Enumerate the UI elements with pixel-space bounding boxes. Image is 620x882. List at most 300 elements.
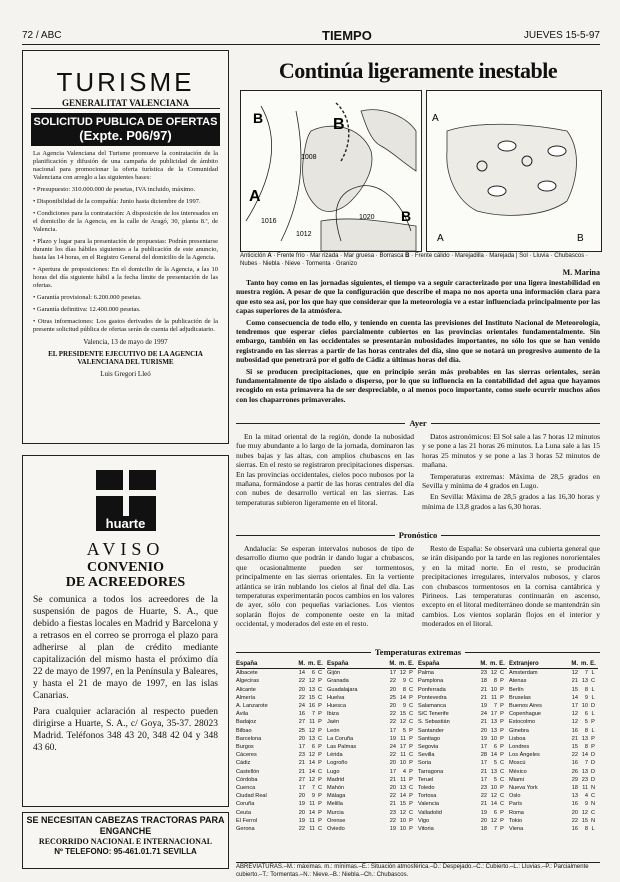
temperature-value: 5 xyxy=(584,719,588,726)
column-header-cell: Extranjero xyxy=(509,661,539,667)
table-row xyxy=(418,743,507,751)
city-name: La Coruña xyxy=(327,735,354,742)
legend-item: Tormenta xyxy=(305,261,331,267)
table-row xyxy=(418,735,507,743)
city-name: Pontevedra xyxy=(418,694,447,701)
weather-state: P xyxy=(500,711,504,718)
weather-state: C xyxy=(317,768,323,775)
truck-ad-route: RECORRIDO NACIONAL E INTERNACIONAL xyxy=(38,837,213,846)
temperature-value: 4 xyxy=(402,768,406,775)
ayer-summary xyxy=(236,432,414,526)
temperature-value: 24 xyxy=(480,711,487,718)
temperature-value: 12 xyxy=(571,670,578,677)
astronomy-data: Datos astronómicos: El Sol sale a las 7 horas 12 minutos y se pone a las 21 horas 26 minutos. La Luna sale a las 15 horas 25 minutos y se pone a las 3 horas 52 minutos de mañana. xyxy=(422,432,600,470)
issue-date: JUEVES 15-5-97 xyxy=(523,30,600,41)
weather-state: L xyxy=(591,826,595,833)
byline: M. Marina xyxy=(562,268,600,277)
temperature-value: 12 xyxy=(571,711,578,718)
city-name: Madrid xyxy=(327,776,345,783)
table-row xyxy=(236,694,325,702)
temperature-value: 21 xyxy=(480,686,487,693)
column-header-cell: M. xyxy=(389,661,396,667)
pronostico-heading xyxy=(236,530,600,540)
table-row xyxy=(418,817,507,825)
temperature-value: 22 xyxy=(389,711,396,718)
temperature-value: 5 xyxy=(402,727,406,734)
temperature-value: 24 xyxy=(298,703,305,710)
temperature-value: 15 xyxy=(399,801,406,808)
city-name: Tortosa xyxy=(418,793,437,800)
weather-state: P xyxy=(591,719,595,726)
weather-state: C xyxy=(499,760,505,767)
table-row xyxy=(509,784,598,792)
temperature-value: 14 xyxy=(399,694,406,701)
temperature-value: 23 xyxy=(480,785,487,792)
temperature-value: 15 xyxy=(581,817,588,824)
weather-state: P xyxy=(591,744,595,751)
city-name: París xyxy=(509,801,523,808)
city-name: Valladolid xyxy=(418,809,442,816)
city-name: Mahón xyxy=(327,785,345,792)
legend-item: Marejada xyxy=(489,253,515,259)
aviso-heading: AVISO xyxy=(86,539,165,559)
weather-state: P xyxy=(409,776,413,783)
abbreviations: ABREVIATURAS.–M.: máximas. m.: mínimas.–E.: Situación atmosférica.–D.: Despejado.–C.: Cubierto.–L.: Lluvias.–P.: Parcialmente cubierto.–T.: Tormentas.–N.: Nieve.–B.: Niebla.–Ch.: Chubascos. xyxy=(236,862,600,879)
weather-state: D xyxy=(590,752,596,759)
temperature-value: 6 xyxy=(493,744,497,751)
temperature-value: 20 xyxy=(298,686,305,693)
temperature-value: 10 xyxy=(490,686,497,693)
temperature-value: 25 xyxy=(389,694,396,701)
temperature-value: 21 xyxy=(389,776,396,783)
temperature-value: 8 xyxy=(584,686,588,693)
temperature-value: 20 xyxy=(571,809,578,816)
table-row xyxy=(509,800,598,808)
huarte-contact: Para cualquier aclaración al respecto pueden dirigirse a Huarte, S. A., c/ Goya, 35-37. 28023 Madrid. Teléfonos 348 43 20, 348 42 04 y 348 43 60. xyxy=(33,707,218,753)
weather-state: P xyxy=(500,735,504,742)
temperature-value: 9 xyxy=(311,793,315,800)
temperature-column xyxy=(327,660,416,833)
temperature-value: 22 xyxy=(571,752,578,759)
temperature-value: 9 xyxy=(402,703,406,710)
cloud-icon xyxy=(498,141,516,151)
column-header-cell: M. xyxy=(480,661,487,667)
temperature-value: 13 xyxy=(581,735,588,742)
city-name: Córdoba xyxy=(236,776,258,783)
city-name: Ávila xyxy=(236,711,249,718)
table-row xyxy=(236,751,325,759)
temperature-value: 16 xyxy=(298,711,305,718)
city-name: Burgos xyxy=(236,744,254,751)
temperature-value: 21 xyxy=(480,694,487,701)
cloud-icon xyxy=(488,186,506,196)
city-name: Ibiza xyxy=(327,711,339,718)
city-name: Miami xyxy=(509,776,524,783)
temperature-value: 20 xyxy=(298,793,305,800)
ayer-heading xyxy=(236,418,600,428)
isobar-label: 1020 xyxy=(359,214,375,221)
turisme-advert xyxy=(22,50,229,444)
weather-state: P xyxy=(409,817,413,824)
temperature-value: 21 xyxy=(571,678,578,685)
city-name: Algeciras xyxy=(236,678,260,685)
temperature-value: 13 xyxy=(581,678,588,685)
temperature-value: 13 xyxy=(581,768,588,775)
weather-state: N xyxy=(590,817,596,824)
isobar-label: 1008 xyxy=(301,154,317,161)
city-name: Vigo xyxy=(418,817,430,824)
table-row xyxy=(509,751,598,759)
temperature-value: 15 xyxy=(571,744,578,751)
tender-ref: (Expte. P06/97) xyxy=(79,128,172,143)
temperatures-heading xyxy=(236,647,600,657)
table-row xyxy=(236,702,325,710)
temperature-value: 22 xyxy=(480,793,487,800)
temperature-value: 12 xyxy=(308,752,315,759)
city-name: Almería xyxy=(236,694,256,701)
temperature-value: 12 xyxy=(399,809,406,816)
huarte-notice: Se comunica a todos los acreedores de la suspensión de pagos de Huarte, S. A., que debido a fiestas locales en Madrid y Barcelona y a retrasos en el correo se prorroga el plazo para adherirse al plan de crédito mediante capitalización del mismo hasta el próximo día 22 de mayo de 1997, en la Península y Baleares, y hasta el 21 de mayo de 1997, en las islas Canarias. xyxy=(33,595,218,701)
temperature-value: 21 xyxy=(480,768,487,775)
spain-forecast xyxy=(422,544,600,644)
weather-state: P xyxy=(409,760,413,767)
weather-state: L xyxy=(591,686,595,693)
weather-state: P xyxy=(318,760,322,767)
table-row xyxy=(327,768,416,776)
temperature-value: 11 xyxy=(491,694,497,701)
temperature-value: 27 xyxy=(298,776,305,783)
weather-state: C xyxy=(590,793,596,800)
temperature-value: 12 xyxy=(308,776,315,783)
article-paragraph: Tanto hoy como en las jornadas siguientes, el tiempo va a seguir caracterizado por una ligera inestabilidad en nuestra región. A pesar de que la configuración que describe el mapa no nos aporta una información clara para que esto sea así, por los que hay que considerar que la meteorología ve a estar influenciada principalmente por las capas superiores de la atmósfera. xyxy=(236,278,600,316)
city-name: Santiago xyxy=(418,735,441,742)
temperature-value: 7 xyxy=(584,670,588,677)
weather-state: P xyxy=(409,694,413,701)
table-row xyxy=(509,677,598,685)
table-row xyxy=(236,825,325,833)
table-row xyxy=(509,735,598,743)
temperature-value: 8 xyxy=(584,826,588,833)
table-row xyxy=(509,686,598,694)
weather-state: C xyxy=(499,801,505,808)
weather-state: C xyxy=(408,711,414,718)
legend-item: Frente frío xyxy=(277,253,305,259)
weather-state: L xyxy=(591,727,595,734)
temperature-value: 17 xyxy=(389,727,396,734)
weather-headline: Continúa ligeramente inestable xyxy=(278,58,558,83)
table-row xyxy=(509,759,598,767)
table-row xyxy=(236,759,325,767)
temperature-column xyxy=(418,660,507,833)
temperature-column xyxy=(236,660,325,833)
temperature-value: 14 xyxy=(308,809,315,816)
table-row xyxy=(236,669,325,677)
temperature-value: 11 xyxy=(309,719,315,726)
temperature-value: 12 xyxy=(581,809,588,816)
isobar-map-svg xyxy=(241,91,421,251)
weather-state: P xyxy=(500,694,504,701)
column-header-cell: España xyxy=(236,661,258,667)
city-name: Ceuta xyxy=(236,809,251,816)
table-row xyxy=(418,751,507,759)
temperature-value: 21 xyxy=(480,719,487,726)
city-name: Amsterdam xyxy=(509,670,538,677)
temperature-value: 21 xyxy=(571,735,578,742)
legend-item: B xyxy=(405,253,410,259)
table-row xyxy=(236,710,325,718)
legend-item: Borrasca xyxy=(379,253,404,259)
temperature-value: 19 xyxy=(480,809,487,816)
temperature-value: 18 xyxy=(480,678,487,685)
temperature-value: 23 xyxy=(480,670,487,677)
temperature-value: 11 xyxy=(582,785,588,792)
table-row xyxy=(509,702,598,710)
column-header-cell: España xyxy=(418,661,440,667)
weather-state: C xyxy=(317,735,323,742)
temperature-value: 11 xyxy=(309,801,315,808)
city-name: Buenos Aires xyxy=(509,703,542,710)
tender-item: • Otras informaciones: Los gastos derivados de la publicación de la presente solicitud pública de ofertas serán de cuenta del adjudicatario. xyxy=(33,318,218,333)
temperature-value: 23 xyxy=(389,809,396,816)
table-row xyxy=(327,809,416,817)
weather-state: P xyxy=(318,727,322,734)
tender-place-date: Valencia, 13 de mayo de 1997 xyxy=(83,338,168,346)
temperature-value: 22 xyxy=(389,752,396,759)
temperature-value: 17 xyxy=(480,776,487,783)
weather-article xyxy=(236,278,600,406)
city-name: Salamanca xyxy=(418,703,446,710)
city-name: Lugo xyxy=(327,768,340,775)
temperature-value: 21 xyxy=(480,801,487,808)
city-name: Guadalajara xyxy=(327,686,358,693)
city-name: Ginebra xyxy=(509,727,529,734)
temperature-value: 16 xyxy=(571,826,578,833)
city-name: Barcelona xyxy=(236,735,262,742)
tender-item: • Apertura de proposiciones: En el domicilio de la Agencia, a las 10 horas del día siguiente hábil a la fecha límite de presentación de las ofertas. xyxy=(33,266,218,289)
weather-state: D xyxy=(590,768,596,775)
temperature-value: 18 xyxy=(571,785,578,792)
temperature-value: 15 xyxy=(399,711,406,718)
city-name: León xyxy=(327,727,340,734)
temperature-value: 28 xyxy=(480,752,487,759)
forecast-text: Andalucía: Se esperan intervalos nubosos de tipo de desarrollo diurno que podrán ir dando lugar a chubascos, que ocasionalmente pueden ser tormentosos, principalmente en las sierras orientales. En la vertiente atlántica se irán nublando los cielos al final del día. Las temperaturas experimentarán pocos cambios en los valores de ayer, sólo con pequeñas variaciones. Los vientos soplarán flojos de componente oeste en la mitad occidental, y moderados del este en el resto. xyxy=(236,544,414,629)
table-row xyxy=(509,743,598,751)
weather-state: D xyxy=(590,703,596,710)
weather-state: P xyxy=(409,744,413,751)
weather-state: P xyxy=(318,801,322,808)
weather-state: D xyxy=(590,776,596,783)
tender-signer: Luis Gregori Lleó xyxy=(100,370,151,378)
temperature-value: 18 xyxy=(480,826,487,833)
table-row xyxy=(236,677,325,685)
temperature-value: 17 xyxy=(480,760,487,767)
table-row xyxy=(236,686,325,694)
map-legend: Anticiclón A · Frente frío · Mar rizada · Mar gruesa · Borrasca B · Frente cálido · Marejadilla · Marejada | Sol · Lluvia · Chubascos · Nubes · Niebla · Nieve · Tormenta · Granizo xyxy=(240,253,588,267)
weather-state: L xyxy=(591,711,595,718)
temperature-value: 20 xyxy=(480,817,487,824)
weather-state: P xyxy=(500,744,504,751)
temperature-value: 10 xyxy=(490,735,497,742)
temperature-value: 10 xyxy=(399,817,406,824)
weather-state: L xyxy=(591,694,595,701)
legend-item: Nubes xyxy=(240,261,258,267)
table-row xyxy=(509,694,598,702)
temperature-column-header xyxy=(236,660,325,669)
table-row xyxy=(236,792,325,800)
temperature-value: 8 xyxy=(584,744,588,751)
isobar-label: 1016 xyxy=(261,218,277,225)
weather-state: P xyxy=(318,752,322,759)
sevilla-temps: En Sevilla: Máxima de 28,5 grados a las 16,30 horas y mínima de 13,8 grados a las 6,30 horas. xyxy=(422,492,600,511)
tender-item: • Garantía provisional: 6.200.000 pesetas. xyxy=(33,294,142,301)
table-row xyxy=(236,768,325,776)
map-letter: B xyxy=(253,110,264,126)
temperature-value: 8 xyxy=(584,727,588,734)
city-name: Pamplona xyxy=(418,678,444,685)
temperature-value: 11 xyxy=(309,817,315,824)
weather-state: N xyxy=(590,785,596,792)
column-header-cell: M. xyxy=(298,661,305,667)
temperature-value: 7 xyxy=(311,711,315,718)
temperature-value: 20 xyxy=(389,760,396,767)
tender-item: • Plazo y lugar para la presentación de propuestas: Podrán presentarse durante los días hábiles siguientes a la publicación de este anuncio, hasta las 14 horas, en el Registro General del domicilio de la Agencia. xyxy=(33,238,218,261)
temperature-value: 12 xyxy=(490,670,497,677)
temperature-value: 23 xyxy=(581,776,588,783)
table-row xyxy=(509,710,598,718)
city-name: Sevilla xyxy=(418,752,435,759)
sea-state-mark: A xyxy=(432,113,439,124)
table-row xyxy=(509,825,598,833)
temperature-value: 14 xyxy=(490,752,497,759)
temperature-value: 6 xyxy=(493,809,497,816)
weather-state: P xyxy=(500,719,504,726)
table-row xyxy=(418,710,507,718)
city-name: Albacete xyxy=(236,670,258,677)
weather-state: P xyxy=(500,752,504,759)
table-row xyxy=(236,727,325,735)
table-row xyxy=(418,694,507,702)
table-row xyxy=(327,727,416,735)
temperature-value: 16 xyxy=(571,760,578,767)
temperature-value: 9 xyxy=(402,678,406,685)
forecast-map xyxy=(426,90,602,252)
weather-state: C xyxy=(590,678,596,685)
city-name: Gijón xyxy=(327,670,341,677)
city-name: Toledo xyxy=(418,785,435,792)
weather-state: C xyxy=(408,809,414,816)
weather-state: P xyxy=(318,809,322,816)
weather-state: C xyxy=(408,678,414,685)
weather-state: P xyxy=(409,735,413,742)
temperature-value: 20 xyxy=(298,735,305,742)
city-name: Los Ángeles xyxy=(509,752,540,759)
city-name: Coruña xyxy=(236,801,255,808)
city-name: Ciudad Real xyxy=(236,793,267,800)
temperature-column-header xyxy=(327,660,416,669)
article-paragraph: Como consecuencia de todo ello, y teniendo en cuenta las previsiones del Instituto Nacional de Meteorología, tendremos que esperar cielos parcialmente cubiertos en las provincias orientales fundamentalmente. Sin embargo, también en las occidentales se presentarán nubosidades importantes, no sólo los que se han venido registrando en las sierras a partir de las horas centrales del día, sino que se notará un progresivo aumento de la nubosidad que penetrará por el golfo de Cádiz a últimas horas del día. xyxy=(236,317,600,365)
tender-signer-title: EL PRESIDENTE EJECUTIVO DE LA AGENCIA VALENCIANA DEL TURISME xyxy=(48,350,203,366)
temperature-value: 15 xyxy=(571,686,578,693)
forecast-text: Resto de España: Se observará una cubierta general que se irán disipando por la tarde en las regiones nororientales y en la mitad norte. En el resto, se producirán precipitaciones irregulares, intervalos nubosos, y claros con chubascos tormentosos en la cornisa cantábrica y Pirineos. Las temperaturas continuarán en ascenso, excepto en el litoral mediterráneo donde se mantendrán sin cambios. Los vientos soplarán flojos en el interior y moderados en el litoral. xyxy=(422,544,600,629)
temperature-value: 21 xyxy=(298,760,305,767)
table-row xyxy=(327,784,416,792)
table-row xyxy=(418,784,507,792)
table-row xyxy=(327,800,416,808)
legend-item: Anticiclón xyxy=(240,253,266,259)
temperature-value: 13 xyxy=(490,719,497,726)
city-name: S. Sebastián xyxy=(418,719,450,726)
city-name: Las Palmas xyxy=(327,744,357,751)
legend-item: Granizo xyxy=(335,261,357,267)
table-row xyxy=(418,809,507,817)
temperature-value: 13 xyxy=(308,735,315,742)
city-name: Atenas xyxy=(509,678,527,685)
weather-state: C xyxy=(408,785,414,792)
temperature-value: 14 xyxy=(581,752,588,759)
table-row xyxy=(509,768,598,776)
city-name: Granada xyxy=(327,678,349,685)
table-row xyxy=(509,727,598,735)
table-row xyxy=(327,735,416,743)
temperature-value: 17 xyxy=(298,744,305,751)
table-row xyxy=(327,710,416,718)
temperature-value: 21 xyxy=(298,768,305,775)
city-name: Copenhague xyxy=(509,711,542,718)
column-header-cell: m. xyxy=(489,661,497,667)
andalucia-forecast xyxy=(236,544,414,644)
city-name: Viena xyxy=(509,826,524,833)
temperature-value: 9 xyxy=(584,694,588,701)
legend-item: Nieve xyxy=(285,261,301,267)
table-row xyxy=(236,743,325,751)
temperature-value: 9 xyxy=(584,801,588,808)
weather-state: P xyxy=(500,703,504,710)
temperature-value: 19 xyxy=(389,826,396,833)
table-row xyxy=(418,669,507,677)
temperature-value: 16 xyxy=(571,727,578,734)
legend-item: Niebla xyxy=(262,261,280,267)
legend-item: A xyxy=(267,253,272,259)
city-name: El Ferrol xyxy=(236,817,258,824)
temperature-value: 12 xyxy=(490,793,497,800)
temperature-value: 22 xyxy=(298,678,305,685)
temperature-value: 17 xyxy=(389,768,396,775)
page-number: 72 / ABC xyxy=(22,30,62,41)
temperature-value: 10 xyxy=(399,760,406,767)
city-name: Gerona xyxy=(236,826,255,833)
temperature-value: 24 xyxy=(389,744,396,751)
iberia-landmass xyxy=(303,126,372,211)
temperature-value: 20 xyxy=(480,727,487,734)
table-row xyxy=(418,825,507,833)
temperature-value: 11 xyxy=(400,776,406,783)
temperature-column-header xyxy=(509,660,598,669)
table-row xyxy=(418,800,507,808)
table-row xyxy=(236,817,325,825)
weather-state: N xyxy=(590,801,596,808)
city-name: Nueva York xyxy=(509,785,538,792)
column-header-cell: M. xyxy=(571,661,578,667)
city-name: Huelva xyxy=(327,694,345,701)
page-header xyxy=(22,30,600,45)
temperature-value: 12 xyxy=(571,719,578,726)
weather-state: C xyxy=(408,752,414,759)
spain-outline xyxy=(447,124,577,215)
weather-state: P xyxy=(500,678,504,685)
temperature-value: 16 xyxy=(571,801,578,808)
table-row xyxy=(327,702,416,710)
cloud-icon xyxy=(548,146,566,156)
